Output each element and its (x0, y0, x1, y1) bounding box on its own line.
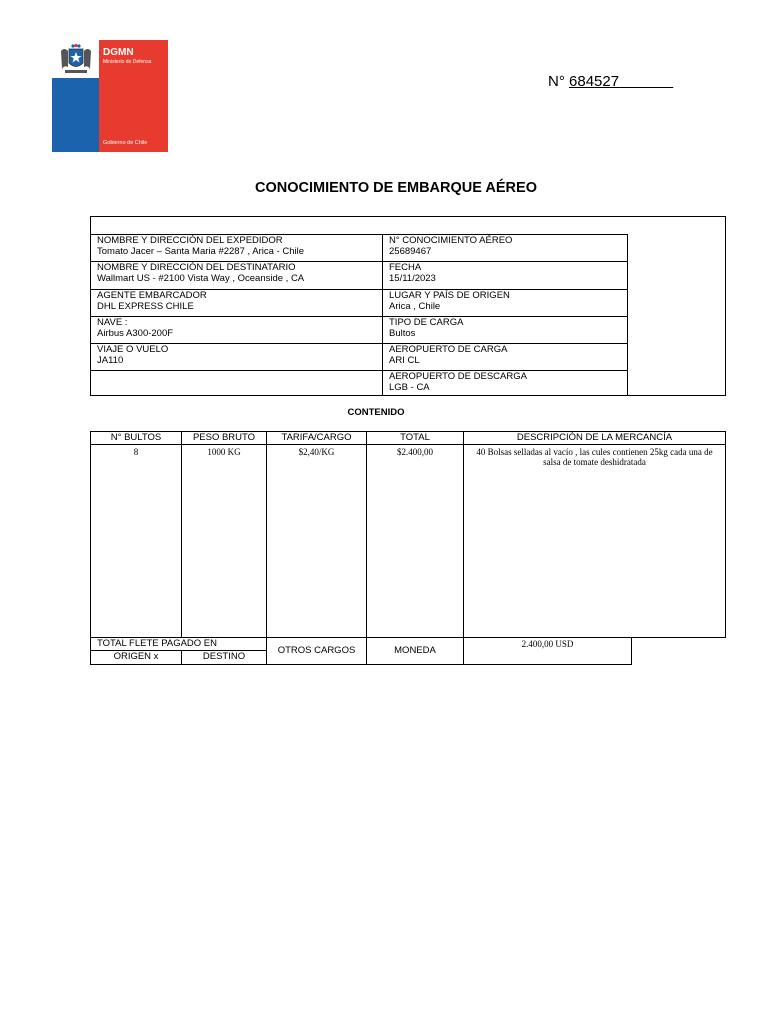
col-header-descripcion: DESCRIPCIÓN DE LA MERCANCÍA (463, 431, 726, 445)
destino-cell: DESTINO (181, 650, 267, 665)
contenido-heading: CONTENIDO (347, 407, 405, 418)
cell-bultos: 8 (90, 444, 182, 638)
info-loading-airport (382, 343, 628, 371)
col-header-tarifa: TARIFA/CARGO (266, 431, 367, 445)
origin-label: LUGAR Y PAÍS DE ORIGEN (389, 290, 510, 301)
cell-peso: 1000 KG (181, 444, 267, 638)
info-agent (90, 289, 383, 317)
discharge-airport-label: AEROPUERTO DE DESCARGA (389, 371, 527, 382)
logo-government: Gobierno de Chile (103, 140, 148, 146)
cell-descripcion: 40 Bolsas selladas al vacío , las cules contienen 25kg cada una de salsa de tomate deshidratada (463, 444, 726, 638)
info-empty (90, 370, 383, 396)
date-label: FECHA (389, 262, 422, 273)
coat-of-arms-icon (57, 43, 95, 76)
flight-label: VIAJE O VUELO (97, 344, 169, 355)
date-value: 15/11/2023 (389, 273, 436, 284)
consignee-label: NOMBRE Y DIRECCIÓN DEL DESTINATARIO (97, 262, 296, 273)
logo-acronym: DGMN (103, 47, 134, 58)
aircraft-value: Airbus A300-200F (97, 328, 174, 339)
document-number-value: 684527 (569, 73, 620, 90)
loading-airport-value: ARI CL (389, 355, 420, 366)
page-title: CONOCIMIENTO DE EMBARQUE AÉREO (255, 180, 537, 196)
discharge-airport-value: LGB - CA (389, 382, 430, 393)
document-number-prefix: N° (548, 73, 565, 90)
cell-tarifa: $2,40/KG (266, 444, 367, 638)
otros-cargos-cell: OTROS CARGOS (266, 637, 367, 665)
agent-label: AGENTE EMBARCADOR (97, 290, 207, 301)
info-shipper (90, 234, 383, 262)
info-origin (382, 289, 628, 317)
cargo-type-label: TIPO DE CARGA (389, 317, 464, 328)
col-header-bultos: N° BULTOS (90, 431, 182, 445)
moneda-value-cell: 2.400,00 USD (463, 637, 632, 665)
origen-cell: ORIGEN x (90, 650, 182, 665)
cell-total: $2.400,00 (366, 444, 464, 638)
airway-bill-label: N° CONOCIMIENTO AÉREO (389, 235, 513, 246)
loading-airport-label: AEROPUERTO DE CARGA (389, 344, 508, 355)
dgmn-logo (52, 40, 168, 152)
flight-value: JA110 (97, 355, 124, 366)
agent-value: DHL EXPRESS CHILE (97, 301, 194, 312)
aircraft-label: NAVE : (97, 317, 128, 328)
info-cargo-type (382, 316, 628, 344)
info-consignee (90, 261, 383, 290)
info-discharge-airport (382, 370, 628, 396)
info-date (382, 261, 628, 290)
airway-bill-value: 25689467 (389, 246, 432, 257)
info-flight (90, 343, 383, 371)
total-flete-label: TOTAL FLETE PAGADO EN (90, 637, 267, 651)
shipper-label: NOMBRE Y DIRECCIÓN DEL EXPEDIDOR (97, 235, 283, 246)
moneda-cell: MONEDA (366, 637, 464, 665)
logo-ministry: Ministerio de Defensa (103, 59, 152, 65)
consignee-value: Wallmart US - #2100 Vista Way , Oceanside , CA (97, 273, 305, 284)
col-header-total: TOTAL (366, 431, 464, 445)
origin-value: Arica , Chile (389, 301, 441, 312)
document-number (548, 73, 673, 90)
cargo-type-value: Bultos (389, 328, 416, 339)
info-aircraft (90, 316, 383, 344)
col-header-peso: PESO BRUTO (181, 431, 267, 445)
shipper-value: Tomato Jacer – Santa Maria #2287 , Arica - Chile (97, 246, 304, 257)
info-airway-bill (382, 234, 628, 262)
